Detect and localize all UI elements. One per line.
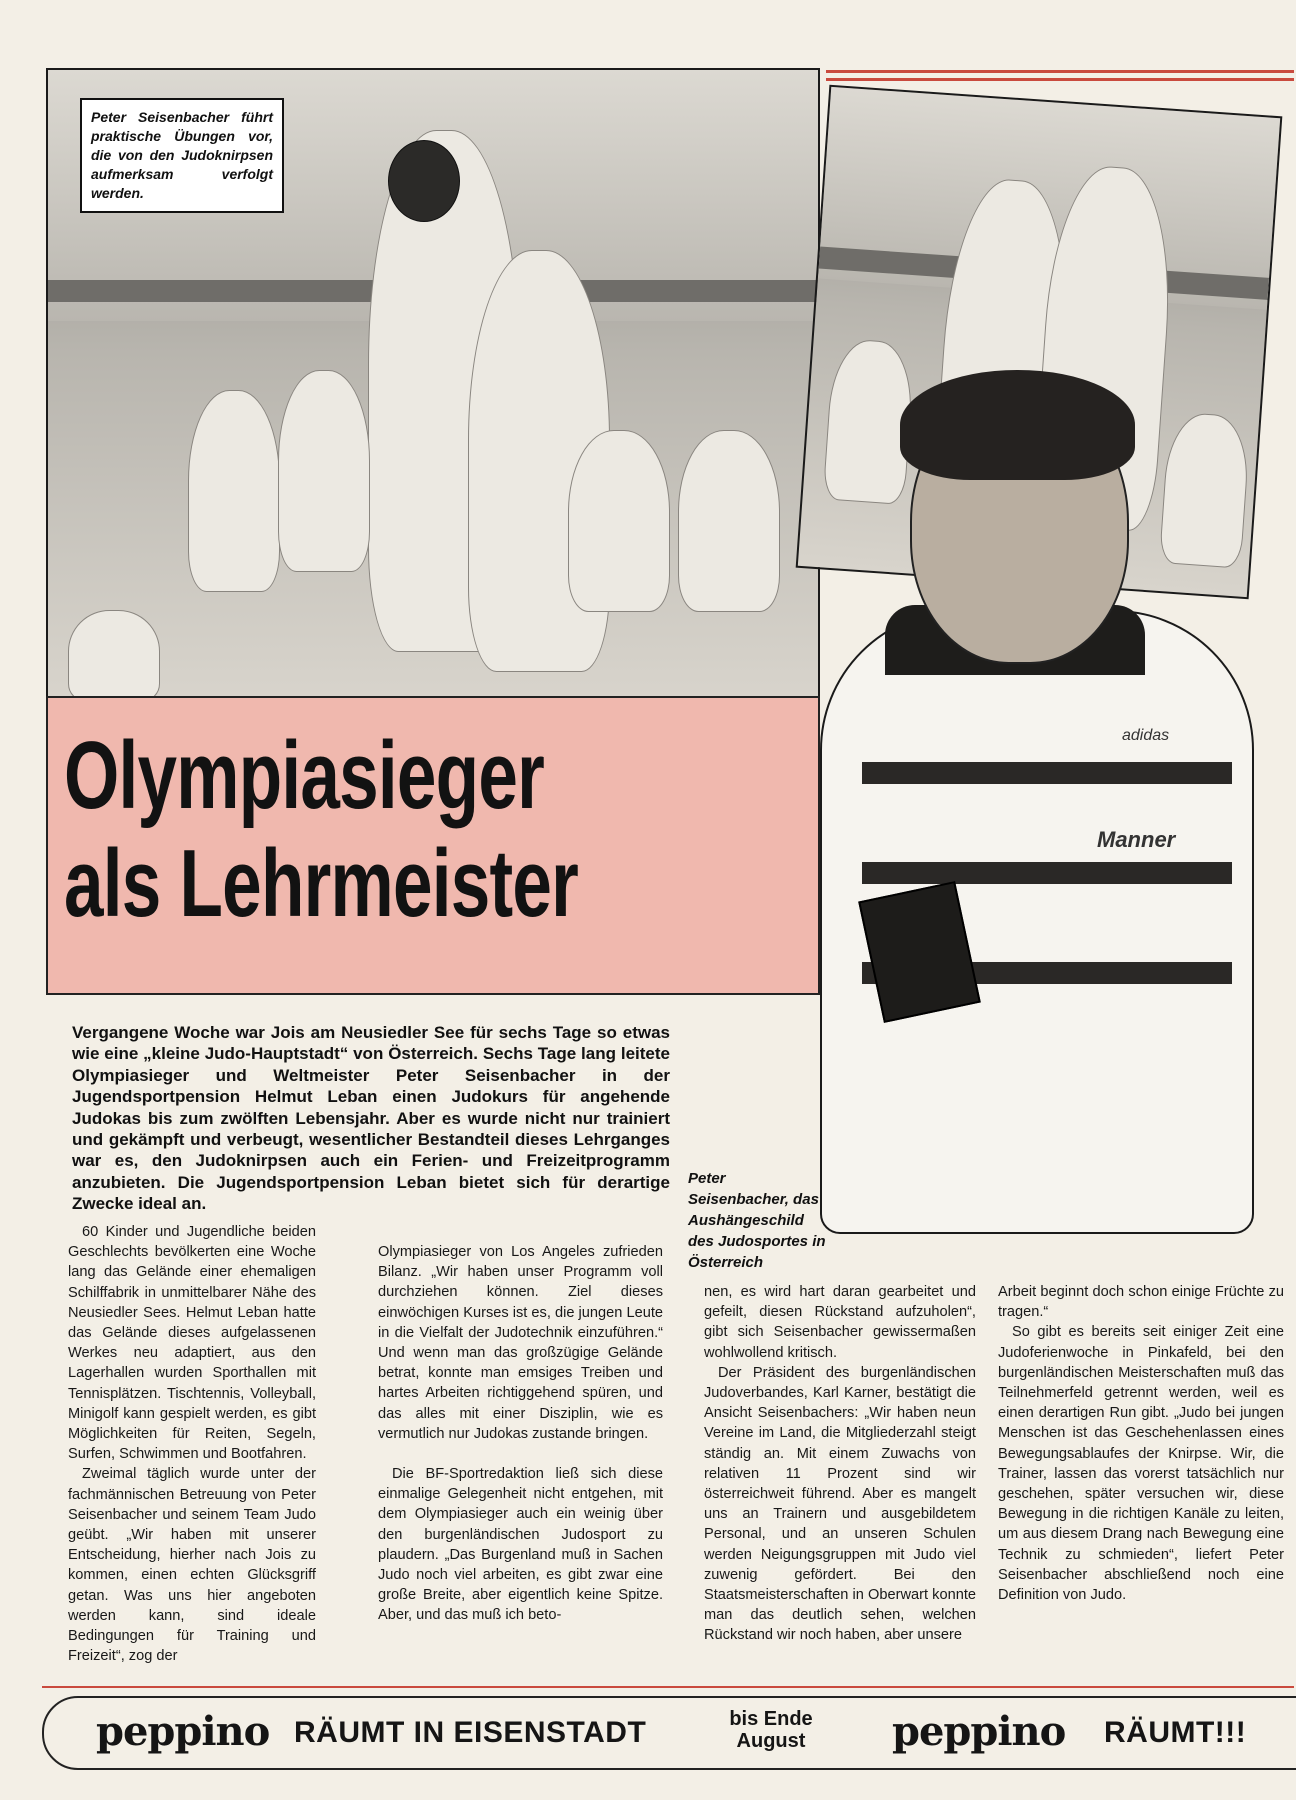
headline <box>64 722 612 938</box>
decorative-rule <box>826 70 1294 73</box>
portrait-caption: Peter Seisenbacher, das Aushängeschild des Judosportes in Österreich <box>688 1170 826 1271</box>
paragraph: So gibt es bereits seit einiger Zeit eine Judoferienwoche in Pinkafeld, bei den burgenländischen Meisterschaften muß das Teilnehmerfeld getrennt werden, weil es einen derartigen Run gibt. „Judo bei jungen Menschen ist das Geschehenlassen eines Bewegungsablaufes der Knirpse. Wir, die Trainer, lassen das vorerst tatsächlich nur geschehen, später versuchen wir, diese Bewegung in die richtigen Kanäle zu leiten, um aus diesem Drang nach Bewegung eine Technik zu schmieden“, liefert Peter Seisenbacher abschließend noch eine Definition von Judo. <box>998 1324 1284 1604</box>
jacket-brand: adidas <box>1122 727 1170 744</box>
ad-text: RÄUMT!!! <box>1104 1716 1247 1749</box>
ad-brand-logo: peppino <box>892 1708 1066 1755</box>
headline-line-1: Olympiasieger <box>64 722 544 829</box>
hair <box>900 370 1135 480</box>
jacket-name: Manner <box>1097 827 1176 852</box>
ad-date: bis Ende August <box>729 1708 813 1752</box>
paragraph: 60 Kinder und Jugendliche beiden Geschlechts bevölkerten eine Woche lang das Gelände einer ehemaligen Schilffabrik in unmittelbarer Nähe des Neusiedler Sees. Helmut Leban hatte das Gelände dieses aufgelassenen Werkes neu adaptiert, aus den Lagerhallen wurden Sporthallen mit Tennisplätzen. Tischtennis, Volleyball, Minigolf kann gespielt werden, es gibt Möglichkeiten für Reiten, Segeln, Surfen, Schwimmen und Bootfahren. <box>68 1224 316 1463</box>
paragraph: Zweimal täglich wurde unter der fachmännischen Betreuung von Peter Seisenbacher und seinem Team Judo geübt. „Wir haben mit unserer Entscheidung, hierher nach Jois zu kommen, einen echten Glücksgriff getan. Was uns hier angeboten werden kann, sind ideale Bedingungen für Training und Freizeit“, zog der <box>68 1466 316 1665</box>
article-column-4 <box>998 1282 1284 1605</box>
advertisement-banner <box>42 1696 1296 1770</box>
headline-line-2: als Lehrmeister <box>64 830 579 937</box>
paragraph: nen, es wird hart daran gearbeitet und gefeilt, diesen Rückstand aufzuholen“, gibt sich Seisenbacher gewissermaßen wohlwollend kritisch. <box>704 1284 976 1361</box>
lead-paragraph: Vergangene Woche war Jois am Neusiedler See für sechs Tage so etwas wie eine „kleine Judo-Hauptstadt“ von Österreich. Sechs Tage lang leitete Olympiasieger und Weltmeister Peter Seisenbacher in der Jugendsportpension Helmut Leban einen Judokurs für angehende Judokas bis zum zwölften Lebensjahr. Aber es wurde nicht nur trainiert und gekämpft und verbeugt, wesentlicher Bestandteil dieses Lehrganges war es, den Judoknirpsen auch ein Ferien- und Freizeitprogramm anzubieten. Die Jugendsportpension Leban bietet sich für derartige Zwecke ideal an. <box>72 1023 670 1214</box>
article-column-3 <box>704 1282 976 1646</box>
paragraph: Die BF-Sportredaktion ließ sich diese einmalige Gelegenheit nicht entgehen, mit dem Olympiasieger auch ein weinig über den burgenländischen Judosport zu plaudern. „Das Burgenland muß in Sachen Judo noch viel arbeiten, es gibt zwar eine große Breite, aber eigentlich keine Spitze. Aber, und das muß ich beto- <box>378 1466 663 1624</box>
ad-text: RÄUMT IN EISENSTADT <box>294 1716 647 1749</box>
photo-caption: Peter Seisenbacher führt praktische Übungen vor, die von den Judoknirpsen aufmerksam verfolgt werden. <box>80 98 284 213</box>
paragraph: Olympiasieger von Los Angeles zufrieden Bilanz. „Wir haben unser Programm voll durchziehen können. Ziel dieses einwöchigen Kurses ist es, die jungen Leute in die Vielfalt der Judotechnik einzuführen.“ Und wenn man das großzügige Gelände betrat, konnte man emsiges Treiben und hartes Arbeiten richtiggehend spüren, und das alles mit einer Disziplin, wie es vermutlich nur Judokas zustande bringen. <box>378 1244 663 1442</box>
paragraph: Arbeit beginnt doch schon einige Früchte zu tragen.“ <box>998 1284 1284 1321</box>
decorative-rule <box>826 78 1294 81</box>
portrait-photo <box>790 350 1260 1280</box>
paragraph: Der Präsident des burgenländischen Judoverbandes, Karl Karner, bestätigt die Ansicht Seisenbachers: „Wir haben neun Vereine im Land, die Mitgliederzahl steigt ständig an. Mit einem Zuwachs von relativen 11 Prozent sind wir österreichweit führend. Aber es mangelt uns an Trainern und ausgebildetem Personal, und an unseren Schulen werden Neigungsgruppen mit Judo viel zuwenig gefördert. Bei den Staatsmeisterschaften in Oberwart konnte man das deutlich sehen, welchen Rückstand wir noch haben, aber unsere <box>704 1364 976 1644</box>
ad-rule <box>42 1686 1294 1688</box>
ad-brand-logo: peppino <box>96 1708 270 1755</box>
article-column-1 <box>68 1222 316 1666</box>
article-column-2 <box>378 1242 663 1626</box>
